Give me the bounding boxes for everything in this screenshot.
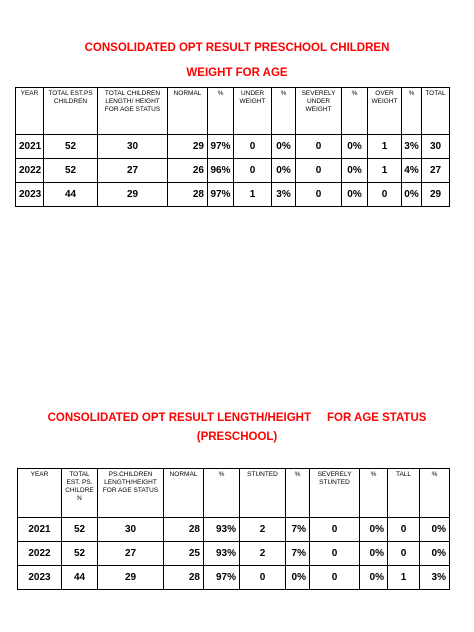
header-total: TOTAL	[422, 88, 450, 135]
cell-severely-under-weight: 0	[296, 135, 342, 159]
header-severely-under-weight: SEVERELY UNDER WEIGHT	[296, 88, 342, 135]
cell-percent: 93%	[204, 542, 240, 566]
cell-percent: 0%	[420, 542, 450, 566]
cell-percent: 0%	[420, 518, 450, 542]
cell-ps-children: 29	[98, 566, 164, 590]
cell-percent: 0%	[342, 159, 368, 183]
section2-subtitle: (PRESCHOOL)	[196, 431, 278, 443]
cell-under-weight: 1	[234, 183, 272, 207]
cell-total: 29	[422, 183, 450, 207]
header-over-weight: OVER WEIGHT	[368, 88, 402, 135]
cell-normal: 28	[164, 518, 204, 542]
cell-total-est: 52	[44, 135, 98, 159]
header-ps-children-status: PS.CHILDREN LENGTH/HEIGHT FOR AGE STATUS	[98, 469, 164, 518]
header-tall: TALL	[388, 469, 420, 518]
cell-stunted: 0	[240, 566, 286, 590]
cell-year: 2023	[18, 566, 62, 590]
cell-total-est: 44	[62, 566, 98, 590]
cell-normal: 26	[168, 159, 208, 183]
cell-year: 2023	[16, 183, 44, 207]
cell-percent: 3%	[420, 566, 450, 590]
cell-under-weight: 0	[234, 159, 272, 183]
header-percent: %	[272, 88, 296, 135]
cell-percent: 0%	[286, 566, 310, 590]
cell-tall: 0	[388, 542, 420, 566]
cell-stunted: 2	[240, 518, 286, 542]
header-normal: NORMAL	[168, 88, 208, 135]
cell-total-children: 29	[98, 183, 168, 207]
cell-year: 2021	[16, 135, 44, 159]
cell-percent: 0%	[360, 542, 388, 566]
length-height-for-age-table	[17, 468, 450, 590]
table-row	[16, 183, 450, 207]
cell-percent: 96%	[208, 159, 234, 183]
cell-total-children: 27	[98, 159, 168, 183]
cell-percent: 93%	[204, 518, 240, 542]
header-total-est-ps-children: TOTAL EST. PS. CHILDRE N	[62, 469, 98, 518]
cell-normal: 28	[164, 566, 204, 590]
header-percent: %	[286, 469, 310, 518]
cell-ps-children: 27	[98, 542, 164, 566]
header-percent: %	[360, 469, 388, 518]
cell-tall: 0	[388, 518, 420, 542]
cell-normal: 29	[168, 135, 208, 159]
header-stunted: STUNTED	[240, 469, 286, 518]
cell-total-est: 44	[44, 183, 98, 207]
cell-percent: 7%	[286, 518, 310, 542]
cell-year: 2022	[16, 159, 44, 183]
cell-total-est: 52	[62, 542, 98, 566]
table-row	[18, 518, 450, 542]
cell-over-weight: 1	[368, 135, 402, 159]
table-row	[16, 159, 450, 183]
header-normal: NORMAL	[164, 469, 204, 518]
cell-percent: 3%	[272, 183, 296, 207]
header-percent: %	[204, 469, 240, 518]
header-severely-stunted: SEVERELY STUNTED	[310, 469, 360, 518]
header-percent: %	[208, 88, 234, 135]
cell-severely-stunted: 0	[310, 566, 360, 590]
cell-percent: 0%	[402, 183, 422, 207]
section1-title: CONSOLIDATED OPT RESULT PRESCHOOL CHILDREN	[84, 42, 390, 54]
cell-under-weight: 0	[234, 135, 272, 159]
header-total-est-ps-children: TOTAL EST.PS CHILDREN	[44, 88, 98, 135]
cell-total-est: 52	[44, 159, 98, 183]
cell-over-weight: 0	[368, 183, 402, 207]
cell-normal: 25	[164, 542, 204, 566]
cell-stunted: 2	[240, 542, 286, 566]
cell-normal: 28	[168, 183, 208, 207]
cell-percent: 0%	[360, 518, 388, 542]
header-percent: %	[342, 88, 368, 135]
cell-total-est: 52	[62, 518, 98, 542]
cell-severely-stunted: 0	[310, 542, 360, 566]
header-year: YEAR	[16, 88, 44, 135]
cell-ps-children: 30	[98, 518, 164, 542]
cell-severely-under-weight: 0	[296, 159, 342, 183]
cell-year: 2021	[18, 518, 62, 542]
table-row	[18, 542, 450, 566]
cell-percent: 0%	[272, 159, 296, 183]
cell-percent: 97%	[208, 135, 234, 159]
cell-total: 30	[422, 135, 450, 159]
cell-over-weight: 1	[368, 159, 402, 183]
cell-tall: 1	[388, 566, 420, 590]
cell-percent: 3%	[402, 135, 422, 159]
cell-severely-under-weight: 0	[296, 183, 342, 207]
header-percent: %	[420, 469, 450, 518]
header-total-children-status: TOTAL CHILDREN LENGTH/ HEIGHT FOR AGE STATUS	[98, 88, 168, 135]
cell-total: 27	[422, 159, 450, 183]
section1-subtitle: WEIGHT FOR AGE	[186, 67, 288, 79]
table-row	[18, 566, 450, 590]
header-year: YEAR	[18, 469, 62, 518]
section2-title: CONSOLIDATED OPT RESULT LENGTH/HEIGHT FOR AGE STATUS	[47, 412, 427, 424]
cell-percent: 97%	[204, 566, 240, 590]
header-percent: %	[402, 88, 422, 135]
cell-year: 2022	[18, 542, 62, 566]
cell-percent: 0%	[272, 135, 296, 159]
cell-percent: 4%	[402, 159, 422, 183]
header-under-weight: UNDER WEIGHT	[234, 88, 272, 135]
cell-percent: 97%	[208, 183, 234, 207]
cell-total-children: 30	[98, 135, 168, 159]
cell-percent: 0%	[342, 135, 368, 159]
cell-percent: 7%	[286, 542, 310, 566]
cell-severely-stunted: 0	[310, 518, 360, 542]
cell-percent: 0%	[360, 566, 388, 590]
weight-for-age-table	[15, 87, 450, 207]
cell-percent: 0%	[342, 183, 368, 207]
table-row	[16, 135, 450, 159]
